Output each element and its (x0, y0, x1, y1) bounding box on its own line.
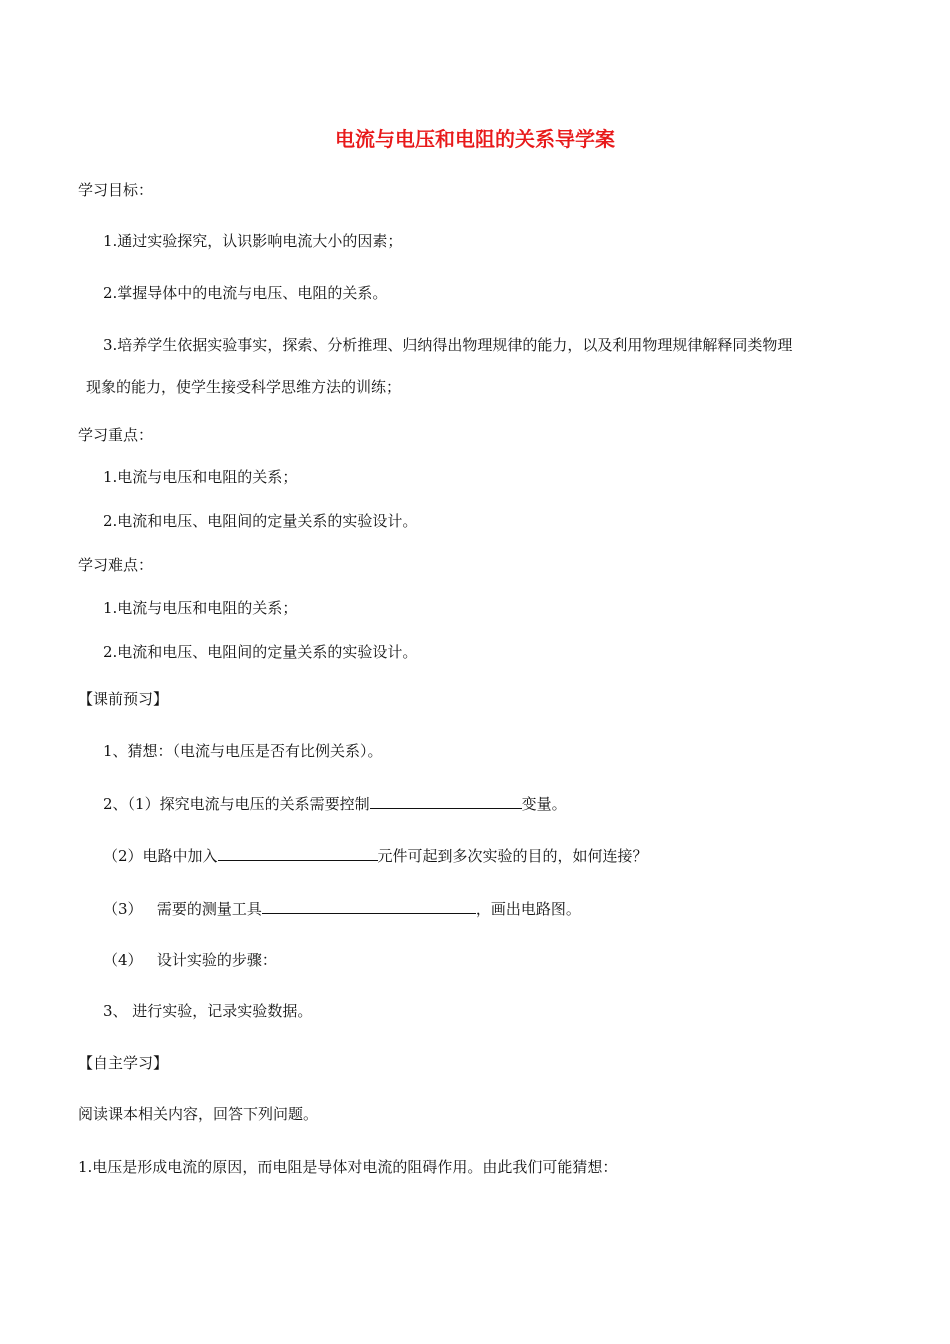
self-study-intro: 阅读课本相关内容，回答下列问题。 (78, 1105, 319, 1123)
self-study-heading: 【自主学习】 (78, 1054, 169, 1072)
answer-blank[interactable] (370, 793, 522, 809)
preview-heading: 【课前预习】 (78, 690, 169, 708)
answer-blank[interactable] (218, 845, 378, 861)
difficulty-item-2: 2.电流和电压、电阻间的定量关系的实验设计。 (103, 643, 418, 661)
goal-item-2: 2.掌握导体中的电流与电压、电阻的关系。 (103, 284, 388, 302)
difficulty-item-1: 1.电流与电压和电阻的关系； (103, 599, 298, 617)
goal-item-1: 1.通过实验探究，认识影响电流大小的因素； (103, 232, 403, 250)
self-study-question-1: 1.电压是形成电流的原因，而电阻是导体对电流的阻碍作用。由此我们可能猜想： (78, 1158, 618, 1176)
preview-question-2-suffix: 变量。 (521, 795, 567, 813)
preview-question-2b-text: （2）电路中加入 (103, 847, 218, 865)
goals-heading: 学习目标： (78, 181, 154, 199)
preview-question-2b (103, 845, 648, 866)
preview-question-4: （4） 设计实验的步骤： (103, 951, 277, 969)
page-title: 电流与电压和电阻的关系导学案 (335, 127, 615, 151)
goal-item-3: 3.培养学生依据实验事实，探索、分析推理、归纳得出物理规律的能力，以及利用物理规律解释同类物理 (103, 336, 793, 354)
key-point-item-2: 2.电流和电压、电阻间的定量关系的实验设计。 (103, 512, 418, 530)
preview-question-3-suffix: ，画出电路图。 (475, 900, 581, 918)
preview-question-5: 3、 进行实验，记录实验数据。 (103, 1002, 313, 1020)
preview-question-2 (103, 793, 567, 814)
preview-question-3 (103, 898, 581, 919)
preview-question-2-text: 2、（1）探究电流与电压的关系需要控制 (103, 795, 370, 813)
answer-blank[interactable] (262, 898, 476, 914)
goal-item-3-continued: 现象的能力，使学生接受科学思维方法的训练； (86, 378, 402, 396)
preview-question-3-text: （3） 需要的测量工具 (103, 900, 262, 918)
key-point-item-1: 1.电流与电压和电阻的关系； (103, 468, 298, 486)
difficulties-heading: 学习难点： (78, 556, 154, 574)
preview-question-1: 1、猜想：（电流与电压是否有比例关系）。 (103, 742, 383, 760)
preview-question-2b-suffix: 元件可起到多次实验的目的，如何连接？ (377, 847, 648, 865)
key-points-heading: 学习重点： (78, 426, 154, 444)
